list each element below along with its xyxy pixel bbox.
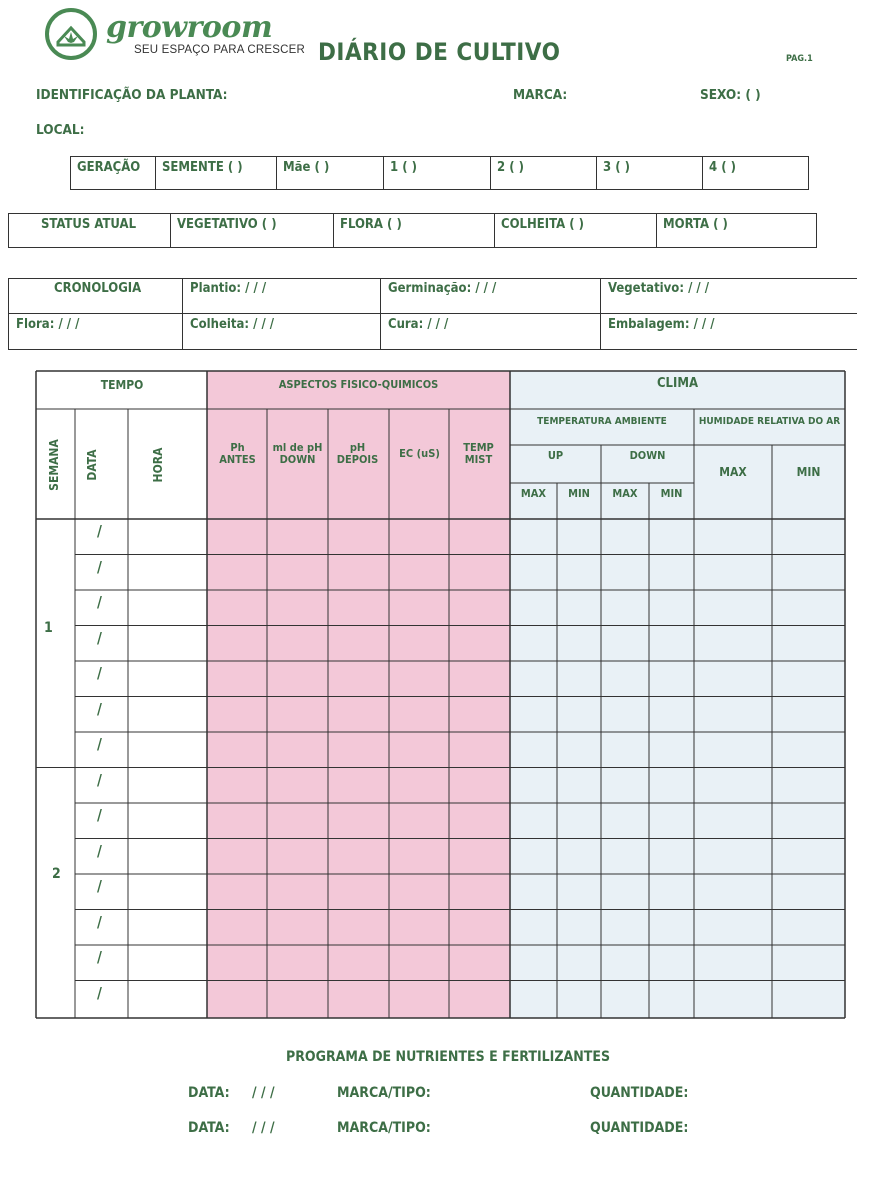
row-date-slash[interactable]: /	[97, 699, 102, 718]
header-humidade: HUMIDADE RELATIVA DO AR	[698, 416, 841, 427]
week-1-label: 1	[44, 620, 53, 636]
logo-tagline: SEU ESPAÇO PARA CRESCER	[134, 44, 305, 56]
header-ml-ph-down: ml de pH DOWN	[272, 441, 323, 466]
row-date-slash[interactable]: /	[97, 593, 102, 611]
header-up: UP	[547, 449, 564, 462]
nutrient-date-label-1: DATA:	[188, 1085, 230, 1101]
nutrient-date-1[interactable]: / / /	[252, 1085, 275, 1101]
header-up-max: MAX	[520, 487, 547, 500]
header-up-min: MIN	[568, 487, 590, 500]
page-number: PAG.1	[786, 54, 813, 64]
status-flower[interactable]: FLORA ( )	[334, 214, 495, 247]
row-date-slash[interactable]: /	[97, 841, 102, 860]
page-title: DIÁRIO DE CULTIVO	[318, 38, 561, 66]
generation-1[interactable]: 1 ( )	[384, 157, 491, 189]
generation-seed[interactable]: SEMENTE ( )	[156, 157, 277, 189]
nutrient-date-2[interactable]: / / /	[252, 1120, 275, 1136]
header-data: DATA	[85, 449, 99, 481]
row-date-slash[interactable]: /	[97, 770, 102, 789]
header-hora: HORA	[151, 447, 165, 483]
header-tempo: TEMPO	[100, 378, 144, 392]
row-date-slash[interactable]: /	[97, 522, 102, 540]
nutrient-date-label-2: DATA:	[188, 1120, 230, 1136]
header-ec: EC (uS)	[399, 447, 440, 460]
header-down: DOWN	[629, 449, 666, 462]
row-date-slash[interactable]: /	[97, 948, 102, 966]
header-aspectos: ASPECTOS FISICO-QUIMICOS	[278, 378, 439, 391]
planting-date[interactable]: Plantio: / / /	[190, 281, 267, 296]
brand-label: MARCA:	[513, 87, 568, 103]
logo-wordmark: growroom	[106, 10, 273, 45]
nutrient-qty-label-1: QUANTIDADE:	[590, 1085, 689, 1101]
row-date-slash[interactable]: /	[97, 664, 102, 682]
row-date-slash[interactable]: /	[97, 735, 102, 753]
header-temp-mist: TEMP MIST	[463, 441, 494, 466]
header-hum-max: MAX	[719, 465, 747, 479]
packaging-date[interactable]: Embalagem: / / /	[608, 317, 715, 332]
week-2-label: 2	[52, 866, 61, 882]
status-vegetative[interactable]: VEGETATIVO ( )	[171, 214, 334, 247]
row-date-slash[interactable]: /	[97, 983, 102, 1002]
location-label: LOCAL:	[36, 122, 85, 138]
cure-date[interactable]: Cura: / / /	[388, 317, 449, 332]
flower-date[interactable]: Flora: / / /	[16, 317, 80, 332]
row-date-slash[interactable]: /	[97, 557, 102, 576]
generation-3[interactable]: 3 ( )	[597, 157, 703, 189]
chronology-label: CRONOLOGIA	[54, 281, 142, 296]
generation-4[interactable]: 4 ( )	[709, 160, 736, 175]
generation-2[interactable]: 2 ( )	[491, 157, 597, 189]
generation-label: GERAÇÃO	[71, 157, 156, 189]
header-hum-min: MIN	[796, 465, 821, 479]
header-down-max: MAX	[612, 487, 638, 500]
plant-id-label: IDENTIFICAÇÃO DA PLANTA:	[36, 87, 228, 103]
nutrient-qty-label-2: QUANTIDADE:	[590, 1120, 689, 1136]
harvest-date[interactable]: Colheita: / / /	[190, 317, 275, 332]
header-temp-ambiente: TEMPERATURA AMBIENTE	[537, 416, 667, 427]
sex-label: SEXO: ( )	[700, 87, 761, 103]
nutrients-title: PROGRAMA DE NUTRIENTES E FERTILIZANTES	[286, 1049, 611, 1065]
row-date-slash[interactable]: /	[97, 877, 102, 895]
status-dead[interactable]: MORTA ( )	[663, 217, 728, 232]
generation-mother[interactable]: Mãe ( )	[277, 157, 384, 189]
header-down-min: MIN	[660, 487, 683, 500]
vegetative-date[interactable]: Vegetativo: / / /	[608, 281, 710, 296]
status-label: STATUS ATUAL	[9, 214, 171, 247]
nutrient-brand-label-2: MARCA/TIPO:	[337, 1120, 431, 1136]
row-date-slash[interactable]: /	[97, 628, 102, 647]
row-date-slash[interactable]: /	[97, 806, 102, 824]
header-clima: CLIMA	[656, 376, 699, 391]
header-ph-antes: Ph ANTES	[219, 441, 256, 466]
germination-date[interactable]: Germinação: / / /	[388, 281, 497, 296]
nutrient-brand-label-1: MARCA/TIPO:	[337, 1085, 431, 1101]
header-ph-depois: pH DEPOIS	[336, 441, 379, 466]
header-semana: SEMANA	[47, 439, 61, 491]
status-harvest[interactable]: COLHEITA ( )	[495, 214, 657, 247]
row-date-slash[interactable]: /	[97, 912, 102, 931]
